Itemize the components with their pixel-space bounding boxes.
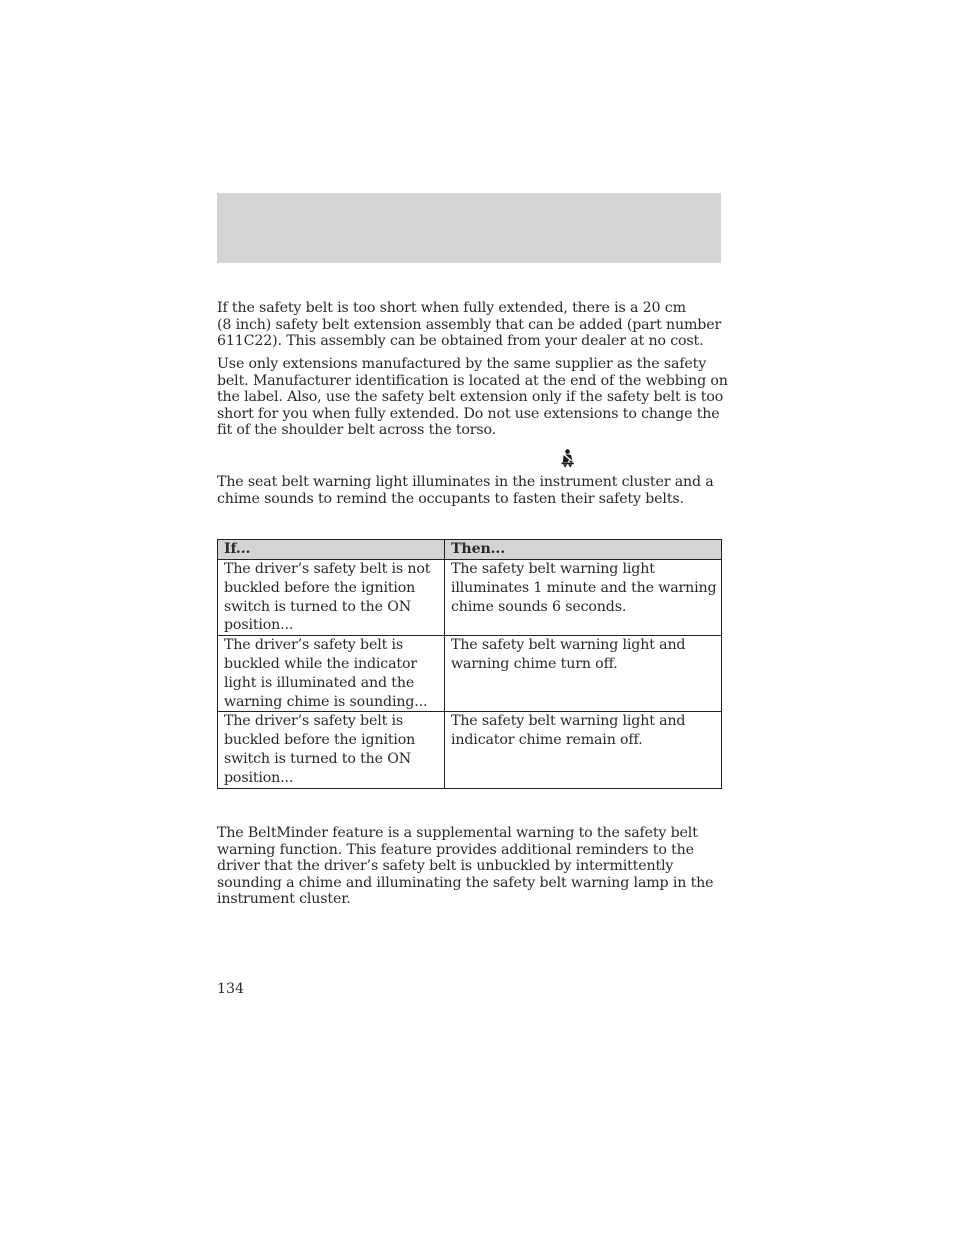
extension-use-paragraph: [217, 356, 727, 439]
text-line: 611C22). This assembly can be obtained from your dealer at no cost.: [217, 333, 704, 349]
cell-line: buckled before the ignition: [224, 732, 416, 749]
extension-intro-paragraph: [217, 300, 727, 350]
table-row: [218, 636, 722, 712]
table-row: [218, 560, 722, 636]
cell-line: The safety belt warning light: [451, 561, 655, 577]
cell-line: buckled while the indicator: [224, 655, 417, 672]
result-cell: [445, 636, 722, 712]
cell-line: The driver’s safety belt is not: [224, 561, 431, 577]
cell-line: indicator chime remain off.: [451, 732, 643, 749]
condition-cell: [218, 712, 445, 788]
text-line: driver that the driver’s safety belt is unbuckled by intermittently: [217, 858, 674, 874]
text-line: The seat belt warning light illuminates in the instrument cluster and a: [217, 474, 714, 490]
cell-line: The driver’s safety belt is: [224, 637, 404, 654]
beltminder-paragraph: [217, 825, 727, 908]
cell-line: The safety belt warning light and: [451, 713, 686, 730]
cell-line: position...: [224, 617, 294, 634]
column-header-if: If...: [218, 540, 445, 560]
cell-line: The driver’s safety belt is: [224, 713, 404, 730]
result-cell: [445, 560, 722, 636]
cell-line: position...: [224, 769, 294, 786]
text-line: belt. Manufacturer identification is located at the end of the webbing on: [217, 372, 728, 389]
cell-line: warning chime is sounding...: [224, 693, 428, 710]
cell-line: illuminates 1 minute and the warning: [451, 579, 717, 596]
table-row: [218, 712, 722, 788]
condition-cell: [218, 636, 445, 712]
condition-cell: [218, 560, 445, 636]
text-line: Use only extensions manufactured by the same supplier as the safety: [217, 356, 707, 372]
text-line: If the safety belt is too short when fully extended, there is a 20 cm: [217, 300, 686, 316]
result-cell: [445, 712, 722, 788]
column-header-then: Then...: [445, 540, 722, 560]
warning-logic-table: [217, 539, 722, 789]
cell-line: switch is turned to the ON: [224, 598, 411, 615]
text-line: fit of the shoulder belt across the torso.: [217, 422, 497, 438]
cell-line: buckled before the ignition: [224, 579, 416, 596]
page-number: 134: [217, 981, 245, 997]
text-line: the label. Also, use the safety belt extension only if the safety belt is too: [217, 389, 724, 405]
text-line: The BeltMinder feature is a supplemental warning to the safety belt: [217, 825, 698, 841]
cell-line: light is illuminated and the: [224, 674, 415, 691]
cell-line: switch is turned to the ON: [224, 750, 411, 767]
warning-light-paragraph: [217, 474, 727, 507]
cell-line: chime sounds 6 seconds.: [451, 598, 627, 615]
text-line: instrument cluster.: [217, 891, 351, 907]
text-line: sounding a chime and illuminating the safety belt warning lamp in the: [217, 874, 714, 891]
cell-line: warning chime turn off.: [451, 655, 618, 672]
cell-line: The safety belt warning light and: [451, 637, 686, 654]
section-header-band: [217, 193, 721, 263]
table-header-row: [218, 540, 722, 560]
seat-belt-icon: [560, 449, 575, 468]
text-line: warning function. This feature provides additional reminders to the: [217, 841, 694, 858]
text-line: short for you when fully extended. Do not use extensions to change the: [217, 405, 720, 422]
text-line: chime sounds to remind the occupants to fasten their safety belts.: [217, 490, 684, 507]
text-line: (8 inch) safety belt extension assembly that can be added (part number: [217, 316, 722, 333]
